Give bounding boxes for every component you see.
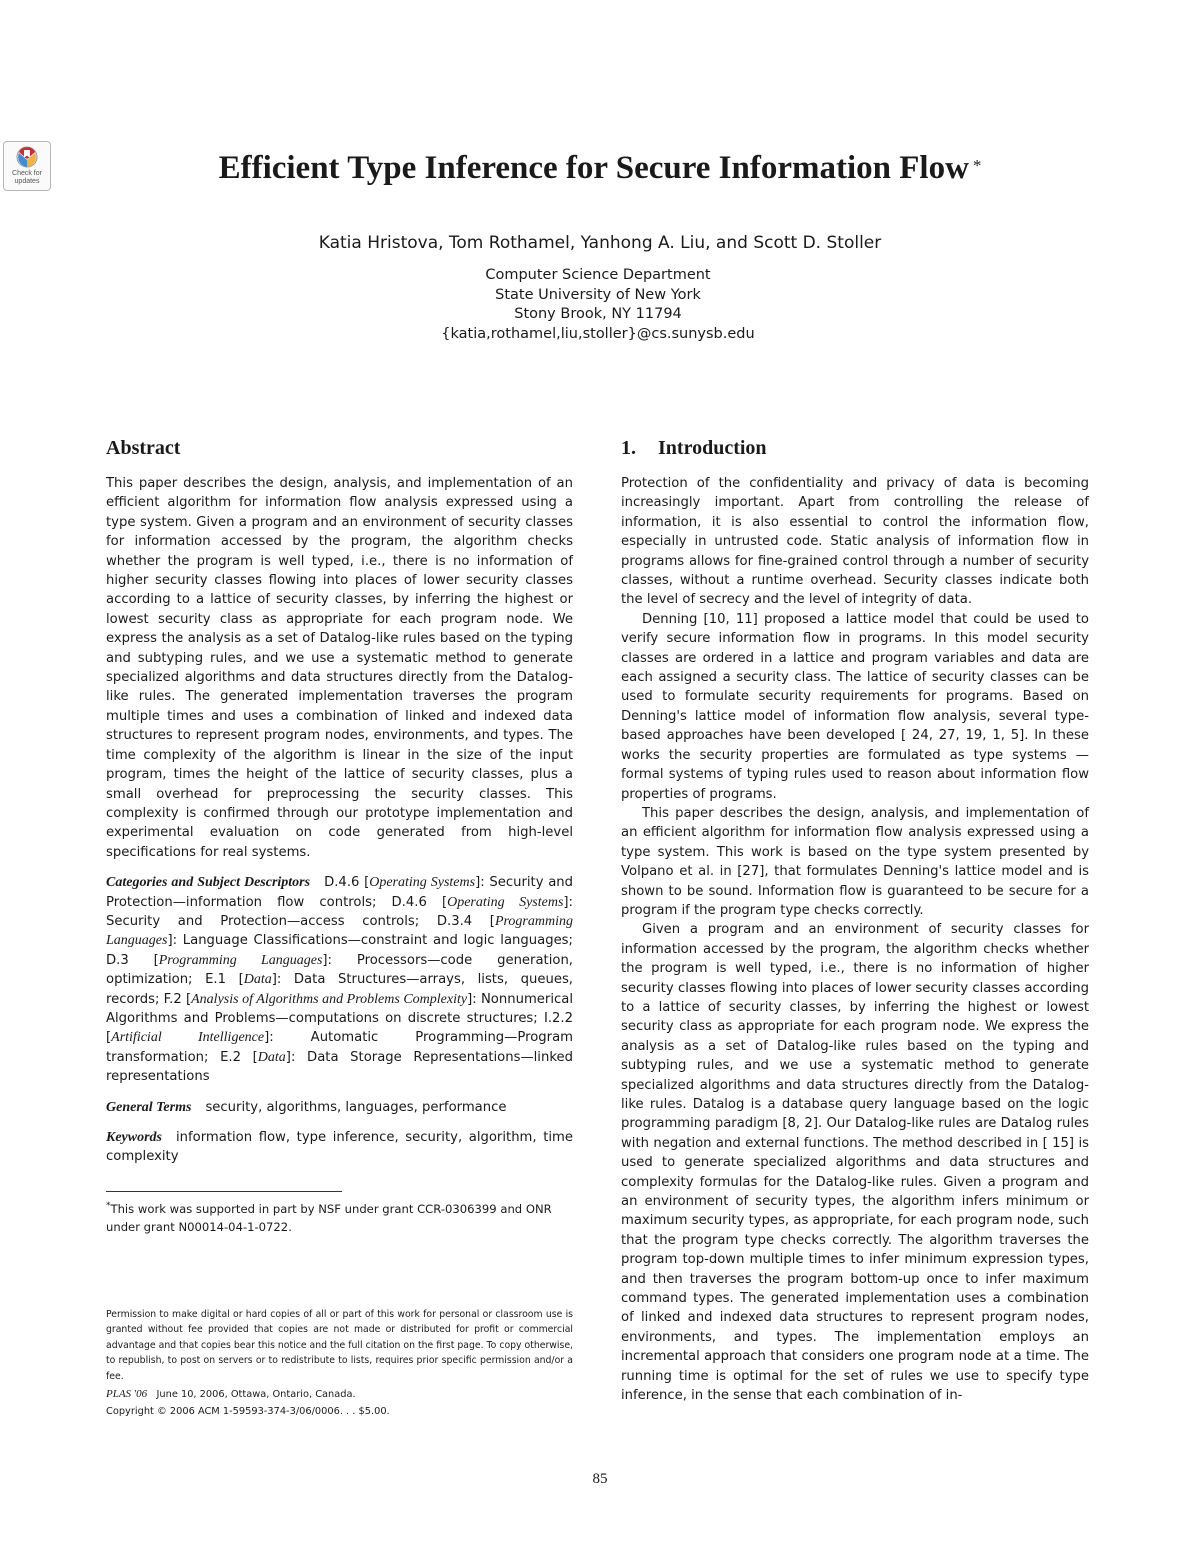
badge-text-line2: updates (14, 178, 40, 185)
affiliation-department: Computer Science Department (485, 267, 711, 283)
conference-info (106, 1386, 573, 1420)
categories-text: ]: Nonnumerical Algorithms and Problems—computations on discrete structures; I.2.2 [ (106, 991, 573, 1046)
affiliation-address: Stony Brook, NY 11794 (514, 306, 682, 322)
paper-title (0, 148, 1200, 188)
category-name: Data (257, 1049, 286, 1065)
category-name: Operating Systems (447, 894, 564, 910)
categories-text: D.4.6 [ (324, 875, 370, 891)
affiliation-university: State University of New York (495, 286, 701, 303)
footnote-mark: * (106, 1201, 111, 1211)
categories-text: ]: Processors—code generation, optimization; E.1 [ (106, 952, 573, 988)
category-name: Analysis of Algorithms and Problems Complexity (191, 991, 468, 1007)
keywords-text: information flow, type inference, security, algorithm, time complexity (106, 1130, 573, 1165)
funding-footnote (106, 1197, 573, 1237)
intro-paragraph-1: Protection of the confidentiality and privacy of data is becoming increasingly important. Apart from controlling the release of information, it is also essential to control the information flow, especially in untrusted code. Static analysis of information flow in programs allows for fine-grained control through a number of security classes, without a runtime overhead. Security classes indicate both the level of secrecy and the level of integrity of data. (621, 476, 1089, 608)
intro-paragraph-4: Given a program and an environment of security classes for information accessed by the program, the algorithm checks whether the program is well typed, i.e., there is no information of higher security classes flowing into places of lower security classes according to a lattice of security classes, by inferring the highest or lowest security class as appropriate for each program node. We express the analysis as a set of Datalog-like rules based on the typing and subtyping rules, and we use a systematic method to generate specialized algorithms and data structures directly from the Datalog-like rules. Datalog is a database query language based on the logic programming paradigm [8, 2]. Our Datalog-like rules are Datalog rules with negation and external functions. The method described in [ 15] is used to generate specialized algorithms and data structures and complexity formulas for the Datalog-like rules. Given a program and an environment of security types, the algorithm infers minimum or maximum security types, as appropriate, for each program node, such that the program type checks correctly. The algorithm traverses the program top-down multiple times to infer minimum expression types, and then traverses the program bottom-up once to infer maximum command types. The generated implementation uses a combination of linked and indexed data structures to represent program nodes, environments, and types. The implementation employs an incremental approach that considers one program node at a time. The running time is optimal for the set of rules we use to specify type inference, in the sense that each combination of in- (621, 922, 1089, 1404)
keywords-label: Keywords (106, 1130, 162, 1145)
categories-text: ]: Data Storage Representations—linked representations (106, 1049, 573, 1085)
category-name: Artificial Intelligence (111, 1030, 265, 1046)
title-footnote-mark: * (972, 156, 982, 175)
section-title: Introduction (658, 437, 767, 459)
conference-name: PLAS '06 (106, 1388, 148, 1400)
left-column (106, 436, 573, 1167)
paper-title-text: Efficient Type Inference for Secure Information Flow (218, 150, 969, 186)
category-name: Programming Languages (158, 952, 323, 968)
category-name: Data (243, 972, 272, 988)
intro-paragraph-3: This paper describes the design, analysis, and implementation of an efficient algorithm for information flow analysis expressed using a type system. This work is based on the type system presented by Volpano et al. in [27], that formulates Denning's lattice model and is shown to be sound. Information flow is guaranteed to be secure for a program if the program type checks correctly. (621, 805, 1089, 918)
section-number: 1. (621, 437, 636, 459)
categories-text: ]: Data Structures—arrays, lists, queues, records; F.2 [ (106, 972, 574, 1007)
general-terms-label: General Terms (106, 1099, 192, 1115)
footnote-divider (106, 1191, 342, 1192)
intro-paragraph-2: Denning [10, 11] proposed a lattice model that could be used to verify secure information flow in programs. In this model security classes are ordered in a lattice and program variables and data are each assigned a security class. The lattice of security classes can be used to formulate security requirements for programs. Based on Denning's lattice model of information flow analysis, several type-based approaches have been developed [ 24, 27, 19, 1, 5]. In these works the security properties are formulated as type systems — formal systems of typing rules used to reason about information flow properties of programs. (621, 611, 1089, 802)
categories-text: ]: Automatic Programming—Program transformation; E.2 [ (106, 1030, 573, 1065)
categories-paragraph (106, 873, 573, 1086)
copyright-line: Copyright © 2006 ACM 1-59593-374-3/06/0006. . . $5.00. (106, 1406, 390, 1417)
category-name: Operating Systems (369, 875, 476, 891)
abstract-text: This paper describes the design, analysis, and implementation of an efficient algorithm for information flow analysis expressed using a type system. Given a program and an environment of security classes for information accessed by the program, the algorithm checks whether the program is well typed, i.e., there is no information of higher security classes flowing into places of lower security classes according to a lattice of security classes, by inferring the highest or lowest security class as appropriate for each program node. We express the analysis as a set of Datalog-like rules based on the typing and subtyping rules, and we use a systematic method to generate specialized algorithms and data structures directly from the Datalog-like rules. The generated implementation traverses the program multiple times and uses a combination of linked and indexed data structures to represent program nodes, environments, and types. The time complexity of the algorithm is linear in the size of the input program, times the height of the lattice of security classes, plus a small overhead for preprocessing the security classes. This complexity is confirmed through our prototype implementation and experimental evaluation on code generated from high-level specifications for real systems. (106, 476, 573, 860)
category-name: Programming Languages (106, 913, 573, 949)
page-number: 85 (592, 1471, 608, 1487)
categories-label: Categories and Subject Descriptors (106, 875, 311, 891)
permission-notice: Permission to make digital or hard copies of all or part of this work for personal or classroom use is granted without fee provided that copies are not made or distributed for profit or commercial advantage and that copies bear this notice and the full citation on the first page. To copy otherwise, to republish, to post on servers or to redistribute to lists, requires prior specific permission and/or a fee. (106, 1309, 573, 1382)
conference-line (106, 1386, 573, 1403)
categories-text: ]: Security and Protection—access controls; D.3.4 [ (106, 894, 573, 929)
categories-text: ]: Language Classifications—constraint and logic languages; D.3 [ (106, 933, 573, 968)
categories-text: ]: Security and Protection—information flow controls; D.4.6 [ (106, 875, 573, 910)
introduction-heading (621, 436, 1089, 460)
affiliation-block (0, 266, 1196, 344)
affiliation-email: {katia,rothamel,liu,stoller}@cs.sunysb.edu (441, 325, 755, 342)
right-column (621, 436, 1089, 1406)
author-list: Katia Hristova, Tom Rothamel, Yanhong A. Liu, and Scott D. Stoller (318, 233, 882, 253)
general-terms-text: security, algorithms, languages, performance (205, 1099, 507, 1115)
footnote-text: This work was supported in part by NSF under grant CCR-0306399 and ONR under grant N00014-04-1-0722. (106, 1201, 552, 1235)
badge-text-line1: Check for (12, 170, 42, 177)
conference-date-location: June 10, 2006, Ottawa, Ontario, Canada. (156, 1389, 356, 1400)
keywords-paragraph (106, 1128, 573, 1167)
abstract-heading: Abstract (106, 437, 181, 459)
general-terms-paragraph (106, 1098, 573, 1117)
